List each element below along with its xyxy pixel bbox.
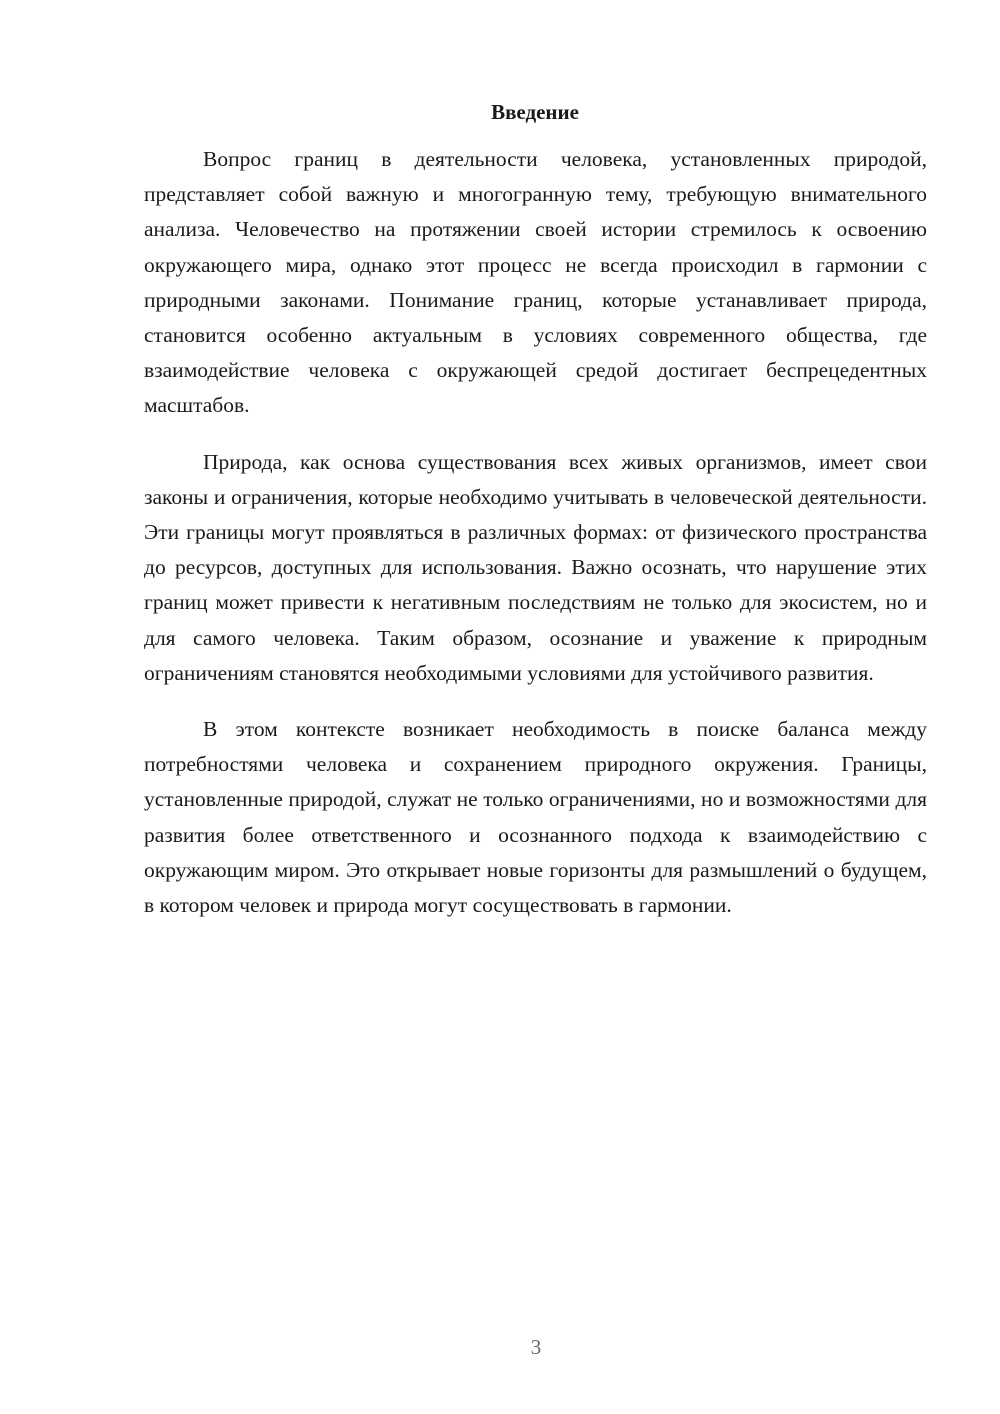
- paragraph-2: Природа, как основа существования всех живых организмов, имеет свои законы и ограничения, которые необходимо учитывать в человеческой деятельности. Эти границы могут проявляться в различных формах: от физического пространства до ресурсов, доступных для использования. Важно осознать, что нарушение этих границ может привести к негативным последствиям не только для экосистем, но и для самого человека. Таким образом, осознание и уважение к природным ограничениям становятся необходимыми условиями для устойчивого развития.: [144, 449, 927, 685]
- paragraph-1: Вопрос границ в деятельности человека, установленных природой, представляет собой важную и многогранную тему, требующую внимательного анализа. Человечество на протяжении своей истории стремилось к освоению окружающего мира, однако этот процесс не всегда происходил в гармонии с природными законами. Понимание границ, которые устанавливает природа, становится особенно актуальным в условиях современного общества, где взаимодействие человека с окружающей средой достигает беспрецедентных масштабов.: [144, 147, 927, 418]
- page-title: Введение: [491, 100, 579, 124]
- document-body: [144, 142, 927, 923]
- page-number: 3: [530, 1335, 542, 1359]
- paragraph-3: В этом контексте возникает необходимость в поиске баланса между потребностями человека и сохранением природного окружения. Границы, установленные природой, служат не только ограничениями, но и возможностями для развития более ответственного и осознанного подхода к взаимодействию с окружающим миром. Это открывает новые горизонты для размышлений о будущем, в котором человек и природа могут сосуществовать в гармонии.: [144, 717, 927, 918]
